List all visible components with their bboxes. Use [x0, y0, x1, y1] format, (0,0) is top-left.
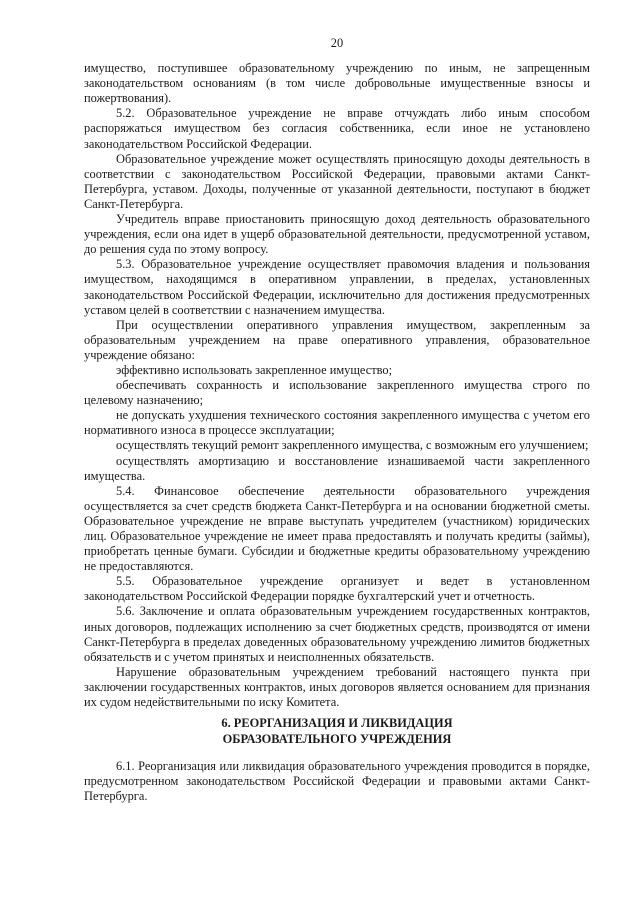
- paragraph-5-2: 5.2. Образовательное учреждение не вправе отчуждать либо иным способом распоряжаться имуществом без согласия собственника, если иное не установлено законодательством Российской Федерации.: [84, 106, 590, 151]
- list-item-obligation: осуществлять амортизацию и восстановление изнашиваемой части закрепленного имущества.: [84, 453, 590, 483]
- paragraph-continuation: имущество, поступившее образовательному учреждению по иным, не запрещенным законодательством основаниям (в том числе добровольные имущественные взносы и пожертвования).: [84, 61, 590, 106]
- paragraph-5-5: 5.5. Образовательное учреждение организует и ведет в установленном законодательством Российской Федерации порядке бухгалтерский учет и отчетность.: [84, 574, 590, 604]
- paragraph-5-4: 5.4. Финансовое обеспечение деятельности образовательного учреждения осуществляется за счет средств бюджета Санкт-Петербурга и на основании бюджетной сметы. Образовательное учреждение не вправе выступать учредителем (участником) юридических лиц. Образовательное учреждение не имеет права предоставлять и получать кредиты (займы), приобретать ценные бумаги. Субсидии и бюджетные кредиты образовательному учреждению не предоставляются.: [84, 483, 590, 574]
- paragraph-6-1: 6.1. Реорганизация или ликвидация образовательного учреждения проводится в порядке, предусмотренном законодательством Российской Федерации и правовыми актами Санкт-Петербурга.: [84, 759, 590, 804]
- paragraph-founder-suspend: Учредитель вправе приостановить приносящую доход деятельность образовательного учреждения, если она идет в ущерб образовательной деятельности, предусмотренной уставом, до решения суда по этому вопросу.: [84, 212, 590, 257]
- list-item-obligation: осуществлять текущий ремонт закрепленного имущества, с возможным его улучшением;: [116, 438, 589, 453]
- paragraph-5-6: 5.6. Заключение и оплата образовательным учреждением государственных контрактов, иных договоров, подлежащих исполнению за счет бюджетных средств, производятся от имени Санкт-Петербурга в пределах доведенных образовательному учреждению лимитов бюджетных обязательств и с учетом принятых и неисполненных обязательств.: [84, 604, 590, 664]
- list-item-obligation: обеспечивать сохранность и использование закрепленного имущества строго по целевому назначению;: [84, 378, 590, 408]
- paragraph-violation: Нарушение образовательным учреждением требований настоящего пункта при заключении государственных контрактов, иных договоров является основанием для признания их судом недействительными по иску Комитета.: [84, 664, 590, 710]
- list-item-obligation: эффективно использовать закрепленное имущество;: [116, 362, 393, 377]
- document-page: [84, 36, 590, 804]
- paragraph-5-3: 5.3. Образовательное учреждение осуществляет правомочия владения и пользования имуществом, находящимся в оперативном управлении, в пределах, установленных законодательством Российской Федерации, исключительно для достижения предусмотренных уставом целей в соответствии с назначением имущества.: [84, 257, 590, 317]
- section-heading: [84, 716, 590, 747]
- page-number: 20: [330, 36, 344, 50]
- paragraph-income-activity: Образовательное учреждение может осуществлять приносящую доходы деятельность в соответствии с законодательством Российской Федерации, правовыми актами Санкт-Петербурга, уставом. Доходы, полученные от указанной деятельности, поступают в бюджет Санкт-Петербурга.: [84, 151, 590, 211]
- section-heading-line1: 6. РЕОРГАНИЗАЦИЯ И ЛИКВИДАЦИЯ: [221, 716, 453, 731]
- paragraph-operational-management: При осуществлении оперативного управления имуществом, закрепленным за образовательным учреждением на праве оперативного управления, образовательное учреждение обязано:: [84, 317, 590, 362]
- list-item-obligation: не допускать ухудшения технического состояния закрепленного имущества с учетом его нормативного износа в процессе эксплуатации;: [84, 408, 590, 438]
- section-heading-line2: ОБРАЗОВАТЕЛЬНОГО УЧРЕЖДЕНИЯ: [222, 731, 452, 746]
